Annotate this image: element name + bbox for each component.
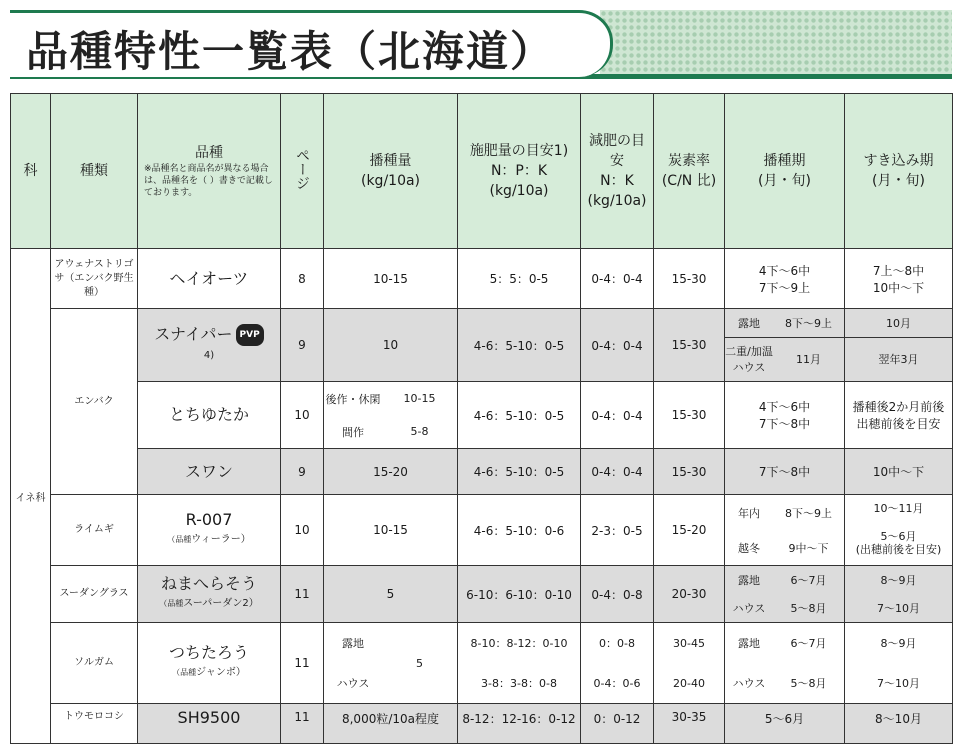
variety-note: 4) bbox=[203, 350, 215, 361]
page-cell: 10 bbox=[281, 495, 324, 566]
seed-label: 露地 bbox=[342, 637, 364, 650]
sow-cell: 7下～8中 bbox=[725, 449, 845, 495]
sow-label: 二重/加温ハウス bbox=[725, 345, 773, 375]
variety-sub-name: スーパーダン2） bbox=[183, 598, 259, 609]
page-cell: 9 bbox=[281, 309, 324, 382]
plow-value bbox=[845, 522, 952, 565]
variety-name: R-007 bbox=[185, 510, 233, 529]
seed-value: 5 bbox=[416, 656, 423, 670]
sow-label: 年内 bbox=[738, 506, 760, 520]
plow-line: 5～6月 bbox=[880, 530, 917, 544]
sow-value: 6～7月 bbox=[790, 637, 827, 650]
variety-cell bbox=[138, 566, 281, 623]
variety-sub-prefix: （品種 bbox=[172, 668, 197, 677]
col-plow bbox=[845, 94, 953, 249]
variety-name: スナイパー bbox=[154, 324, 233, 344]
seed-label: 間作 bbox=[342, 425, 364, 439]
col-family: 科 bbox=[11, 94, 51, 249]
page-cell: 8 bbox=[281, 249, 324, 309]
plow-line: 播種後2か月前後 bbox=[852, 400, 945, 414]
seed-cell: 5 bbox=[324, 566, 458, 623]
col-fert-unit: (kg/10a) bbox=[489, 183, 549, 199]
sow-label: 越冬 bbox=[738, 541, 760, 555]
plow-value: 10～11月 bbox=[873, 502, 924, 516]
sow-value: 8下～9上 bbox=[773, 309, 844, 337]
col-plow-unit: (月・旬) bbox=[872, 173, 925, 189]
col-plow-label: すき込み期 bbox=[863, 153, 934, 169]
sow-value: 9中～下 bbox=[788, 541, 829, 555]
sow-value: 5～8月 bbox=[790, 602, 827, 615]
col-variety-note: ※品種名と商品名が異なる場合は、品種名を（ ）書きで記載しております。 bbox=[144, 164, 273, 198]
reduce-cell: 0-4：0-4 bbox=[581, 382, 654, 449]
sow-value: 6～7月 bbox=[790, 574, 827, 587]
page-cell: 10 bbox=[281, 382, 324, 449]
col-seed-rate-label: 播種量 bbox=[369, 153, 412, 169]
col-cn bbox=[654, 94, 725, 249]
variety-name: つちたろう bbox=[168, 643, 249, 662]
plow-cell bbox=[845, 249, 953, 309]
variety-sub-prefix: （品種 bbox=[167, 535, 192, 544]
table-row bbox=[11, 495, 953, 566]
sow-label: 露地 bbox=[738, 637, 760, 650]
sow-value: 5～8月 bbox=[790, 677, 827, 690]
sow-cell bbox=[725, 623, 845, 704]
dot-pattern-band bbox=[600, 10, 952, 74]
sow-label: 露地 bbox=[725, 309, 773, 337]
variety-sub-name: ウィーラー） bbox=[191, 534, 251, 545]
col-cn-label: 炭素率 bbox=[668, 153, 710, 169]
plow-value: 翌年3月 bbox=[878, 353, 919, 367]
page-cell: 11 bbox=[281, 704, 324, 744]
reduce-cell bbox=[581, 623, 654, 704]
variety-cell: スワン bbox=[138, 449, 281, 495]
page-header bbox=[0, 0, 962, 80]
cn-cell: 15-30 bbox=[654, 249, 725, 309]
col-sow-label: 播種期 bbox=[763, 153, 806, 169]
title-frame bbox=[10, 10, 613, 77]
sow-cell bbox=[725, 249, 845, 309]
sow-line: 4下～6中 bbox=[758, 263, 811, 278]
variety-sub-prefix: （品種 bbox=[159, 599, 184, 608]
plow-line: 出穂前後を目安 bbox=[856, 417, 941, 431]
col-page bbox=[281, 94, 324, 249]
col-variety-label: 品種 bbox=[195, 145, 223, 161]
sow-label: 露地 bbox=[738, 574, 760, 587]
reduce-cell: 0-4：0-4 bbox=[581, 449, 654, 495]
variety-cell bbox=[138, 309, 281, 382]
plow-cell: 8～10月 bbox=[845, 704, 953, 744]
sow-cell bbox=[725, 566, 845, 623]
fert-cell: 4-6：5-10：0-6 bbox=[458, 495, 581, 566]
kind-cell: アウェナストリゴサ（エンバク野生種） bbox=[51, 249, 138, 309]
table-row bbox=[11, 566, 953, 623]
seed-cell: 8,000粒/10a程度 bbox=[324, 704, 458, 744]
sow-line: 4下～6中 bbox=[758, 400, 811, 414]
plow-cell bbox=[845, 623, 953, 704]
variety-sub-name: ジャンボ） bbox=[196, 667, 246, 678]
variety-characteristics-table bbox=[10, 93, 953, 744]
fert-cell: 4-6：5-10：0-5 bbox=[458, 309, 581, 382]
seed-label: ハウス bbox=[336, 677, 370, 690]
page-cell: 11 bbox=[281, 623, 324, 704]
page-cell: 11 bbox=[281, 566, 324, 623]
col-fert-npk: N：P：K bbox=[490, 163, 548, 179]
reduce-cell: 0：0-12 bbox=[581, 704, 654, 744]
reduce-value: 0-4：0-6 bbox=[593, 677, 641, 690]
sow-label: ハウス bbox=[732, 677, 766, 690]
table-row bbox=[11, 449, 953, 495]
variety-name: ねまへらそう bbox=[160, 574, 257, 593]
cn-cell bbox=[654, 623, 725, 704]
variety-sub bbox=[138, 663, 280, 683]
col-sow-unit: (月・旬) bbox=[758, 173, 811, 189]
col-reduce-label: 減肥の目安 bbox=[589, 133, 645, 169]
col-reduce-unit: (kg/10a) bbox=[587, 193, 647, 209]
kind-cell: エンバク bbox=[51, 309, 138, 495]
col-reduce bbox=[581, 94, 654, 249]
page-cell: 9 bbox=[281, 449, 324, 495]
seed-cell: 10 bbox=[324, 309, 458, 382]
plow-cell bbox=[845, 566, 953, 623]
seed-cell: 10-15 bbox=[324, 495, 458, 566]
sow-cell: 5～6月 bbox=[725, 704, 845, 744]
seed-cell bbox=[324, 623, 458, 704]
fert-cell: 4-6：5-10：0-5 bbox=[458, 449, 581, 495]
col-reduce-nk: N：K bbox=[600, 173, 634, 189]
sow-cell bbox=[725, 495, 845, 566]
col-cn-unit: (C/N 比) bbox=[661, 173, 717, 189]
kind-cell: スーダングラス bbox=[51, 566, 138, 623]
kind-cell: トウモロコシ bbox=[51, 704, 138, 744]
plow-value: 7～10月 bbox=[877, 677, 920, 690]
table-header-row bbox=[11, 94, 953, 249]
cn-cell: 15-20 bbox=[654, 495, 725, 566]
table-row bbox=[11, 704, 953, 744]
sow-cell bbox=[725, 382, 845, 449]
plow-value: 10月 bbox=[845, 309, 952, 337]
col-fert-label: 施肥量の目安1) bbox=[469, 143, 569, 159]
reduce-cell: 2-3：0-5 bbox=[581, 495, 654, 566]
reduce-cell: 0-4：0-8 bbox=[581, 566, 654, 623]
cn-cell: 30-35 bbox=[654, 704, 725, 744]
cn-value: 30-45 bbox=[673, 636, 705, 650]
variety-cell: ヘイオーツ bbox=[138, 249, 281, 309]
sow-line: 7下～8中 bbox=[758, 417, 811, 431]
plow-cell: 10中～下 bbox=[845, 449, 953, 495]
seed-cell bbox=[324, 382, 458, 449]
sow-cell bbox=[725, 309, 845, 382]
kind-cell: ソルガム bbox=[51, 623, 138, 704]
col-kind: 種類 bbox=[51, 94, 138, 249]
sow-label: ハウス bbox=[732, 602, 766, 615]
fert-cell: 6-10：6-10：0-10 bbox=[458, 566, 581, 623]
kind-cell: ライムギ bbox=[51, 495, 138, 566]
reduce-value: 0：0-8 bbox=[599, 637, 635, 650]
plow-line: (出穂前後を目安) bbox=[855, 543, 942, 557]
variety-cell: SH9500 bbox=[138, 704, 281, 744]
page-title: 品種特性一覧表（北海道） bbox=[26, 27, 555, 76]
table-row bbox=[11, 623, 953, 704]
pvp-badge: PVP bbox=[236, 324, 264, 346]
sow-line: 7下～9上 bbox=[758, 280, 811, 295]
reduce-cell: 0-4：0-4 bbox=[581, 249, 654, 309]
fert-cell: 4-6：5-10：0-5 bbox=[458, 382, 581, 449]
plow-line: 10中～下 bbox=[872, 280, 925, 295]
col-page-label: ページ bbox=[294, 147, 310, 190]
seed-cell: 15-20 bbox=[324, 449, 458, 495]
variety-sub bbox=[138, 530, 280, 550]
plow-line: 7上～8中 bbox=[872, 263, 925, 278]
fert-value: 8-10：8-12：0-10 bbox=[470, 637, 568, 650]
table-row bbox=[11, 249, 953, 309]
reduce-cell: 0-4：0-4 bbox=[581, 309, 654, 382]
table-row bbox=[11, 382, 953, 449]
cn-cell: 15-30 bbox=[654, 449, 725, 495]
seed-label: 後作・休閑 bbox=[325, 392, 381, 406]
sow-value: 8下～9上 bbox=[785, 506, 832, 520]
col-seed-rate-unit: (kg/10a) bbox=[360, 173, 421, 189]
variety-cell bbox=[138, 495, 281, 566]
plow-cell bbox=[845, 382, 953, 449]
seed-value: 10-15 bbox=[403, 392, 436, 405]
fert-cell: 8-12：12-16：0-12 bbox=[458, 704, 581, 744]
cn-cell: 15-30 bbox=[654, 309, 725, 382]
seed-value: 5-8 bbox=[410, 425, 429, 438]
plow-value: 8～9月 bbox=[880, 574, 917, 587]
family-cell: イネ科 bbox=[11, 249, 51, 744]
table-row bbox=[11, 309, 953, 382]
plow-cell bbox=[845, 309, 953, 382]
variety-cell: とちゆたか bbox=[138, 382, 281, 449]
cn-cell: 15-30 bbox=[654, 382, 725, 449]
seed-cell: 10-15 bbox=[324, 249, 458, 309]
plow-value: 8～9月 bbox=[880, 637, 917, 650]
plow-cell bbox=[845, 495, 953, 566]
sow-value: 11月 bbox=[796, 353, 821, 367]
fert-cell bbox=[458, 623, 581, 704]
variety-sub bbox=[138, 594, 280, 614]
cn-cell: 20-30 bbox=[654, 566, 725, 623]
fert-cell: 5：5：0-5 bbox=[458, 249, 581, 309]
fert-value: 3-8：3-8：0-8 bbox=[481, 677, 557, 690]
variety-cell bbox=[138, 623, 281, 704]
plow-value: 7～10月 bbox=[877, 602, 920, 615]
col-sow bbox=[725, 94, 845, 249]
col-variety bbox=[138, 94, 281, 249]
col-fertilizer bbox=[458, 94, 581, 249]
cn-value: 20-40 bbox=[673, 676, 705, 690]
col-seed-rate bbox=[324, 94, 458, 249]
